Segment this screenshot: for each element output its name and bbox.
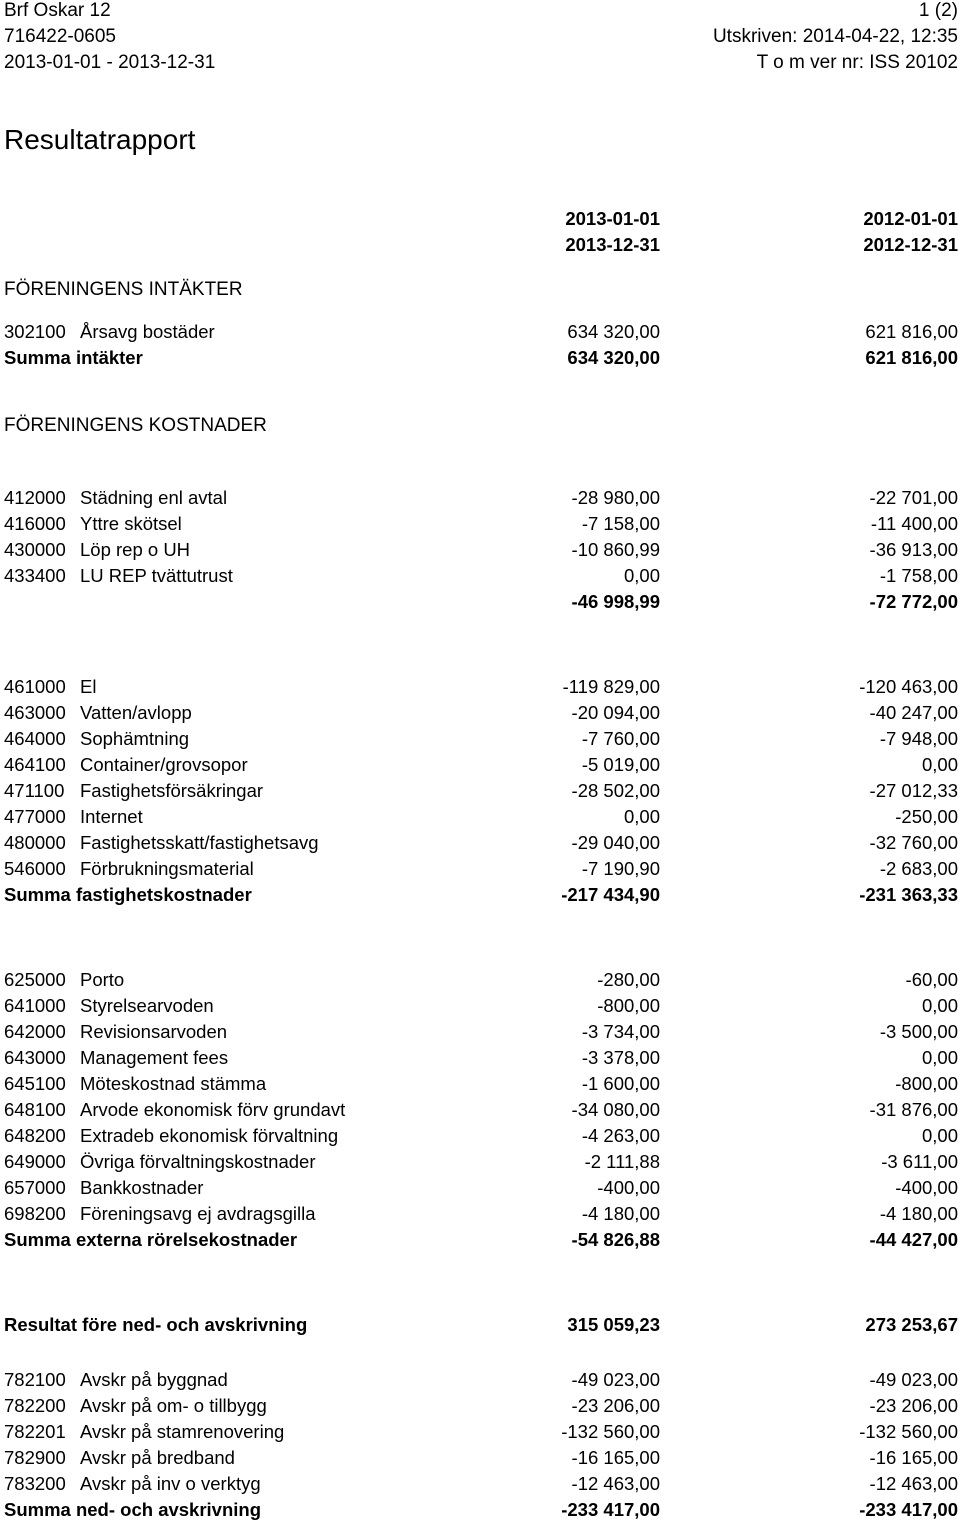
summary-row <box>0 1498 960 1522</box>
amount-prior-year: -132 560,00 <box>859 1421 958 1442</box>
table-row <box>0 564 960 588</box>
amount-prior-year: 621 816,00 <box>865 347 958 368</box>
account-label: Avskr på om- o tillbygg <box>80 1395 267 1416</box>
amount-current-year: -16 165,00 <box>571 1447 660 1468</box>
column-prior-from: 2012-01-01 <box>863 208 958 229</box>
amount-prior-year: -32 760,00 <box>869 832 958 853</box>
amount-current-year: -7 158,00 <box>581 513 660 534</box>
table-row <box>0 968 960 992</box>
table-row <box>0 1098 960 1122</box>
account-label: LU REP tvättutrust <box>80 565 233 586</box>
table-row <box>0 1368 960 1392</box>
amount-prior-year: 0,00 <box>921 995 958 1016</box>
account-code: 641000 <box>4 995 66 1016</box>
amount-prior-year: -22 701,00 <box>869 487 958 508</box>
amount-prior-year: -2 683,00 <box>879 858 958 879</box>
table-row <box>0 1472 960 1496</box>
amount-current-year: -217 434,90 <box>561 884 660 905</box>
account-label: Föreningsavg ej avdragsgilla <box>80 1203 316 1224</box>
table-row <box>0 779 960 803</box>
amount-current-year: -3 734,00 <box>581 1021 660 1042</box>
account-label: Management fees <box>80 1047 229 1068</box>
table-row <box>0 753 960 777</box>
table-row <box>0 320 960 344</box>
version-number: T o m ver nr: ISS 20102 <box>756 52 958 73</box>
table-row <box>0 486 960 510</box>
amount-current-year: -800,00 <box>597 995 660 1016</box>
amount-prior-year: -36 913,00 <box>869 539 958 560</box>
table-row <box>0 805 960 829</box>
account-label: Årsavg bostäder <box>80 321 215 342</box>
summary-row <box>0 346 960 370</box>
account-label: Summa ned- och avskrivning <box>4 1499 262 1520</box>
account-code: 643000 <box>4 1047 66 1068</box>
table-row <box>0 1202 960 1226</box>
amount-prior-year: -3 611,00 <box>881 1151 958 1172</box>
account-label: Bankkostnader <box>80 1177 204 1198</box>
summary-row <box>0 883 960 907</box>
amount-current-year: -23 206,00 <box>571 1395 660 1416</box>
account-label: Yttre skötsel <box>80 513 182 534</box>
amount-current-year: -28 980,00 <box>571 487 660 508</box>
amount-prior-year: -3 500,00 <box>879 1021 958 1042</box>
account-label: Avskr på stamrenovering <box>80 1421 285 1442</box>
account-label: Resultat före ned- och avskrivning <box>4 1314 308 1335</box>
account-code: 657000 <box>4 1177 66 1198</box>
table-row <box>0 1046 960 1070</box>
account-label: Fastighetsskatt/fastighetsavg <box>80 832 319 853</box>
table-row <box>0 538 960 562</box>
amount-prior-year: 273 253,67 <box>865 1314 958 1335</box>
account-code: 412000 <box>4 487 66 508</box>
amount-current-year: -400,00 <box>597 1177 660 1198</box>
amount-current-year: -29 040,00 <box>571 832 660 853</box>
account-label: Summa fastighetskostnader <box>4 884 252 905</box>
section-heading-costs: FÖRENINGENS KOSTNADER <box>4 415 267 436</box>
account-code: 649000 <box>4 1151 66 1172</box>
table-row <box>0 1150 960 1174</box>
summary-row <box>0 1313 960 1337</box>
amount-prior-year: -1 758,00 <box>879 565 958 586</box>
amount-current-year: -5 019,00 <box>581 754 660 775</box>
account-code: 464000 <box>4 728 66 749</box>
account-label: Styrelsearvoden <box>80 995 214 1016</box>
table-row <box>0 675 960 699</box>
column-prior-to: 2012-12-31 <box>863 234 958 255</box>
amount-current-year: -4 263,00 <box>581 1125 660 1146</box>
account-code: 783200 <box>4 1473 66 1494</box>
account-label: Summa intäkter <box>4 347 143 368</box>
account-code: 433400 <box>4 565 66 586</box>
account-label: Arvode ekonomisk förv grundavt <box>80 1099 346 1120</box>
table-row <box>0 1394 960 1418</box>
table-row <box>0 512 960 536</box>
account-code: 477000 <box>4 806 66 827</box>
account-code: 471100 <box>4 780 65 801</box>
table-row <box>0 1072 960 1096</box>
table-row <box>0 727 960 751</box>
amount-prior-year: -120 463,00 <box>859 676 958 697</box>
account-label: Extradeb ekonomisk förvaltning <box>80 1125 339 1146</box>
account-label: Vatten/avlopp <box>80 702 192 723</box>
amount-current-year: 315 059,23 <box>567 1314 660 1335</box>
account-code: 480000 <box>4 832 66 853</box>
account-code: 461000 <box>4 676 66 697</box>
amount-current-year: -2 111,88 <box>584 1151 660 1172</box>
account-label: Container/grovsopor <box>80 754 248 775</box>
table-row <box>0 1446 960 1470</box>
page-number: 1 (2) <box>918 0 958 21</box>
amount-prior-year: -233 417,00 <box>859 1499 958 1520</box>
amount-prior-year: -4 180,00 <box>879 1203 958 1224</box>
account-code: 463000 <box>4 702 66 723</box>
amount-prior-year: -27 012,33 <box>869 780 958 801</box>
summary-row <box>0 1228 960 1252</box>
company-name: Brf Oskar 12 <box>4 0 111 21</box>
amount-prior-year: -44 427,00 <box>869 1229 958 1250</box>
account-code: 642000 <box>4 1021 66 1042</box>
account-label: Förbrukningsmaterial <box>80 858 254 879</box>
report-period: 2013-01-01 - 2013-12-31 <box>4 52 216 73</box>
amount-current-year: -12 463,00 <box>571 1473 660 1494</box>
amount-prior-year: -16 165,00 <box>869 1447 958 1468</box>
amount-current-year: -10 860,99 <box>571 539 660 560</box>
account-label: Porto <box>80 969 125 990</box>
account-label: Internet <box>80 806 143 827</box>
amount-prior-year: -231 363,33 <box>859 884 958 905</box>
account-code: 782100 <box>4 1369 66 1390</box>
amount-current-year: -280,00 <box>597 969 660 990</box>
table-row <box>0 1420 960 1444</box>
section-heading-income: FÖRENINGENS INTÄKTER <box>4 279 243 300</box>
amount-prior-year: -23 206,00 <box>869 1395 958 1416</box>
amount-prior-year: 621 816,00 <box>865 321 958 342</box>
account-label: Avskr på byggnad <box>80 1369 228 1390</box>
amount-prior-year: -31 876,00 <box>869 1099 958 1120</box>
amount-current-year: 634 320,00 <box>567 347 660 368</box>
account-code: 698200 <box>4 1203 66 1224</box>
account-code: 546000 <box>4 858 66 879</box>
account-label: Sophämtning <box>80 728 190 749</box>
table-row <box>0 831 960 855</box>
account-label: Avskr på bredband <box>80 1447 235 1468</box>
summary-row <box>0 590 960 614</box>
account-label: Summa externa rörelsekostnader <box>4 1229 298 1250</box>
table-row <box>0 701 960 725</box>
amount-prior-year: -12 463,00 <box>869 1473 958 1494</box>
amount-current-year: -119 829,00 <box>562 676 660 697</box>
account-code: 782900 <box>4 1447 66 1468</box>
page-title: Resultatrapport <box>4 124 196 155</box>
amount-current-year: -20 094,00 <box>571 702 660 723</box>
table-row <box>0 994 960 1018</box>
amount-current-year: 0,00 <box>623 565 660 586</box>
amount-prior-year: -49 023,00 <box>869 1369 958 1390</box>
amount-prior-year: -40 247,00 <box>869 702 958 723</box>
amount-prior-year: -7 948,00 <box>879 728 958 749</box>
account-code: 625000 <box>4 969 66 990</box>
account-code: 648100 <box>4 1099 66 1120</box>
account-code: 782201 <box>4 1421 66 1442</box>
account-code: 645100 <box>4 1073 66 1094</box>
amount-prior-year: -400,00 <box>895 1177 958 1198</box>
account-label: Revisionsarvoden <box>80 1021 228 1042</box>
amount-current-year: -49 023,00 <box>571 1369 660 1390</box>
account-code: 430000 <box>4 539 66 560</box>
account-label: Avskr på inv o verktyg <box>80 1473 261 1494</box>
amount-current-year: -1 600,00 <box>581 1073 660 1094</box>
account-label: El <box>80 676 97 697</box>
amount-current-year: -233 417,00 <box>561 1499 660 1520</box>
account-code: 302100 <box>4 321 66 342</box>
account-code: 648200 <box>4 1125 66 1146</box>
account-label: Möteskostnad stämma <box>80 1073 267 1094</box>
amount-prior-year: -250,00 <box>895 806 958 827</box>
amount-current-year: 634 320,00 <box>567 321 660 342</box>
amount-prior-year: 0,00 <box>921 1047 958 1068</box>
org-number: 716422-0605 <box>4 26 116 47</box>
account-label: Städning enl avtal <box>80 487 228 508</box>
account-label: Övriga förvaltningskostnader <box>80 1151 316 1172</box>
amount-current-year: -132 560,00 <box>561 1421 660 1442</box>
amount-current-year: -34 080,00 <box>571 1099 660 1120</box>
amount-current-year: -3 378,00 <box>581 1047 660 1068</box>
amount-prior-year: -72 772,00 <box>869 591 958 612</box>
amount-current-year: -54 826,88 <box>571 1229 660 1250</box>
table-row <box>0 857 960 881</box>
amount-prior-year: 0,00 <box>921 754 958 775</box>
column-current-from: 2013-01-01 <box>565 208 660 229</box>
table-row <box>0 1124 960 1148</box>
amount-current-year: -4 180,00 <box>581 1203 660 1224</box>
account-code: 464100 <box>4 754 66 775</box>
amount-prior-year: -11 400,00 <box>870 513 958 534</box>
account-label: Fastighetsförsäkringar <box>80 780 264 801</box>
table-row <box>0 1176 960 1200</box>
printed-timestamp: Utskriven: 2014-04-22, 12:35 <box>712 26 958 47</box>
amount-prior-year: -60,00 <box>905 969 958 990</box>
account-label: Löp rep o UH <box>80 539 191 560</box>
amount-current-year: -28 502,00 <box>571 780 660 801</box>
account-code: 782200 <box>4 1395 66 1416</box>
amount-prior-year: -800,00 <box>895 1073 958 1094</box>
account-code: 416000 <box>4 513 66 534</box>
amount-current-year: -7 190,90 <box>581 858 660 879</box>
table-row <box>0 1020 960 1044</box>
amount-current-year: -7 760,00 <box>581 728 660 749</box>
amount-prior-year: 0,00 <box>921 1125 958 1146</box>
column-current-to: 2013-12-31 <box>565 234 660 255</box>
amount-current-year: 0,00 <box>623 806 660 827</box>
amount-current-year: -46 998,99 <box>571 591 660 612</box>
